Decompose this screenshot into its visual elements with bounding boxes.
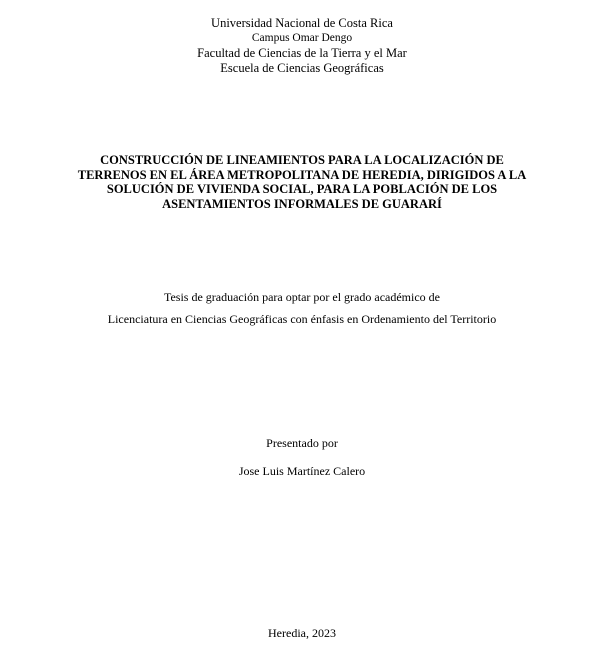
thesis-title-line: TERRENOS EN EL ÁREA METROPOLITANA DE HEREDIA, DIRIGIDOS A LA <box>77 167 527 182</box>
school-name: Escuela de Ciencias Geográficas <box>220 61 384 75</box>
author-name: Jose Luis Martínez Calero <box>238 464 366 478</box>
thesis-title-line: SOLUCIÓN DE VIVIENDA SOCIAL, PARA LA POBLACIÓN DE LOS <box>106 182 498 196</box>
thesis-title <box>60 153 544 211</box>
thesis-title-line: CONSTRUCCIÓN DE LINEAMIENTOS PARA LA LOCALIZACIÓN DE <box>100 153 504 167</box>
thesis-title-line: ASENTAMIENTOS INFORMALES DE GUARARÍ <box>162 196 442 211</box>
degree-name: Licenciatura en Ciencias Geográficas con énfasis en Ordenamiento del Territorio <box>107 312 497 326</box>
presented-by-label: Presentado por <box>266 436 338 450</box>
university-name: Universidad Nacional de Costa Rica <box>211 16 393 30</box>
place-date: Heredia, 2023 <box>268 626 336 640</box>
degree-statement: Tesis de graduación para optar por el grado académico de <box>163 290 441 304</box>
campus-name: Campus Omar Dengo <box>251 32 353 44</box>
faculty-name: Facultad de Ciencias de la Tierra y el Mar <box>197 46 407 60</box>
